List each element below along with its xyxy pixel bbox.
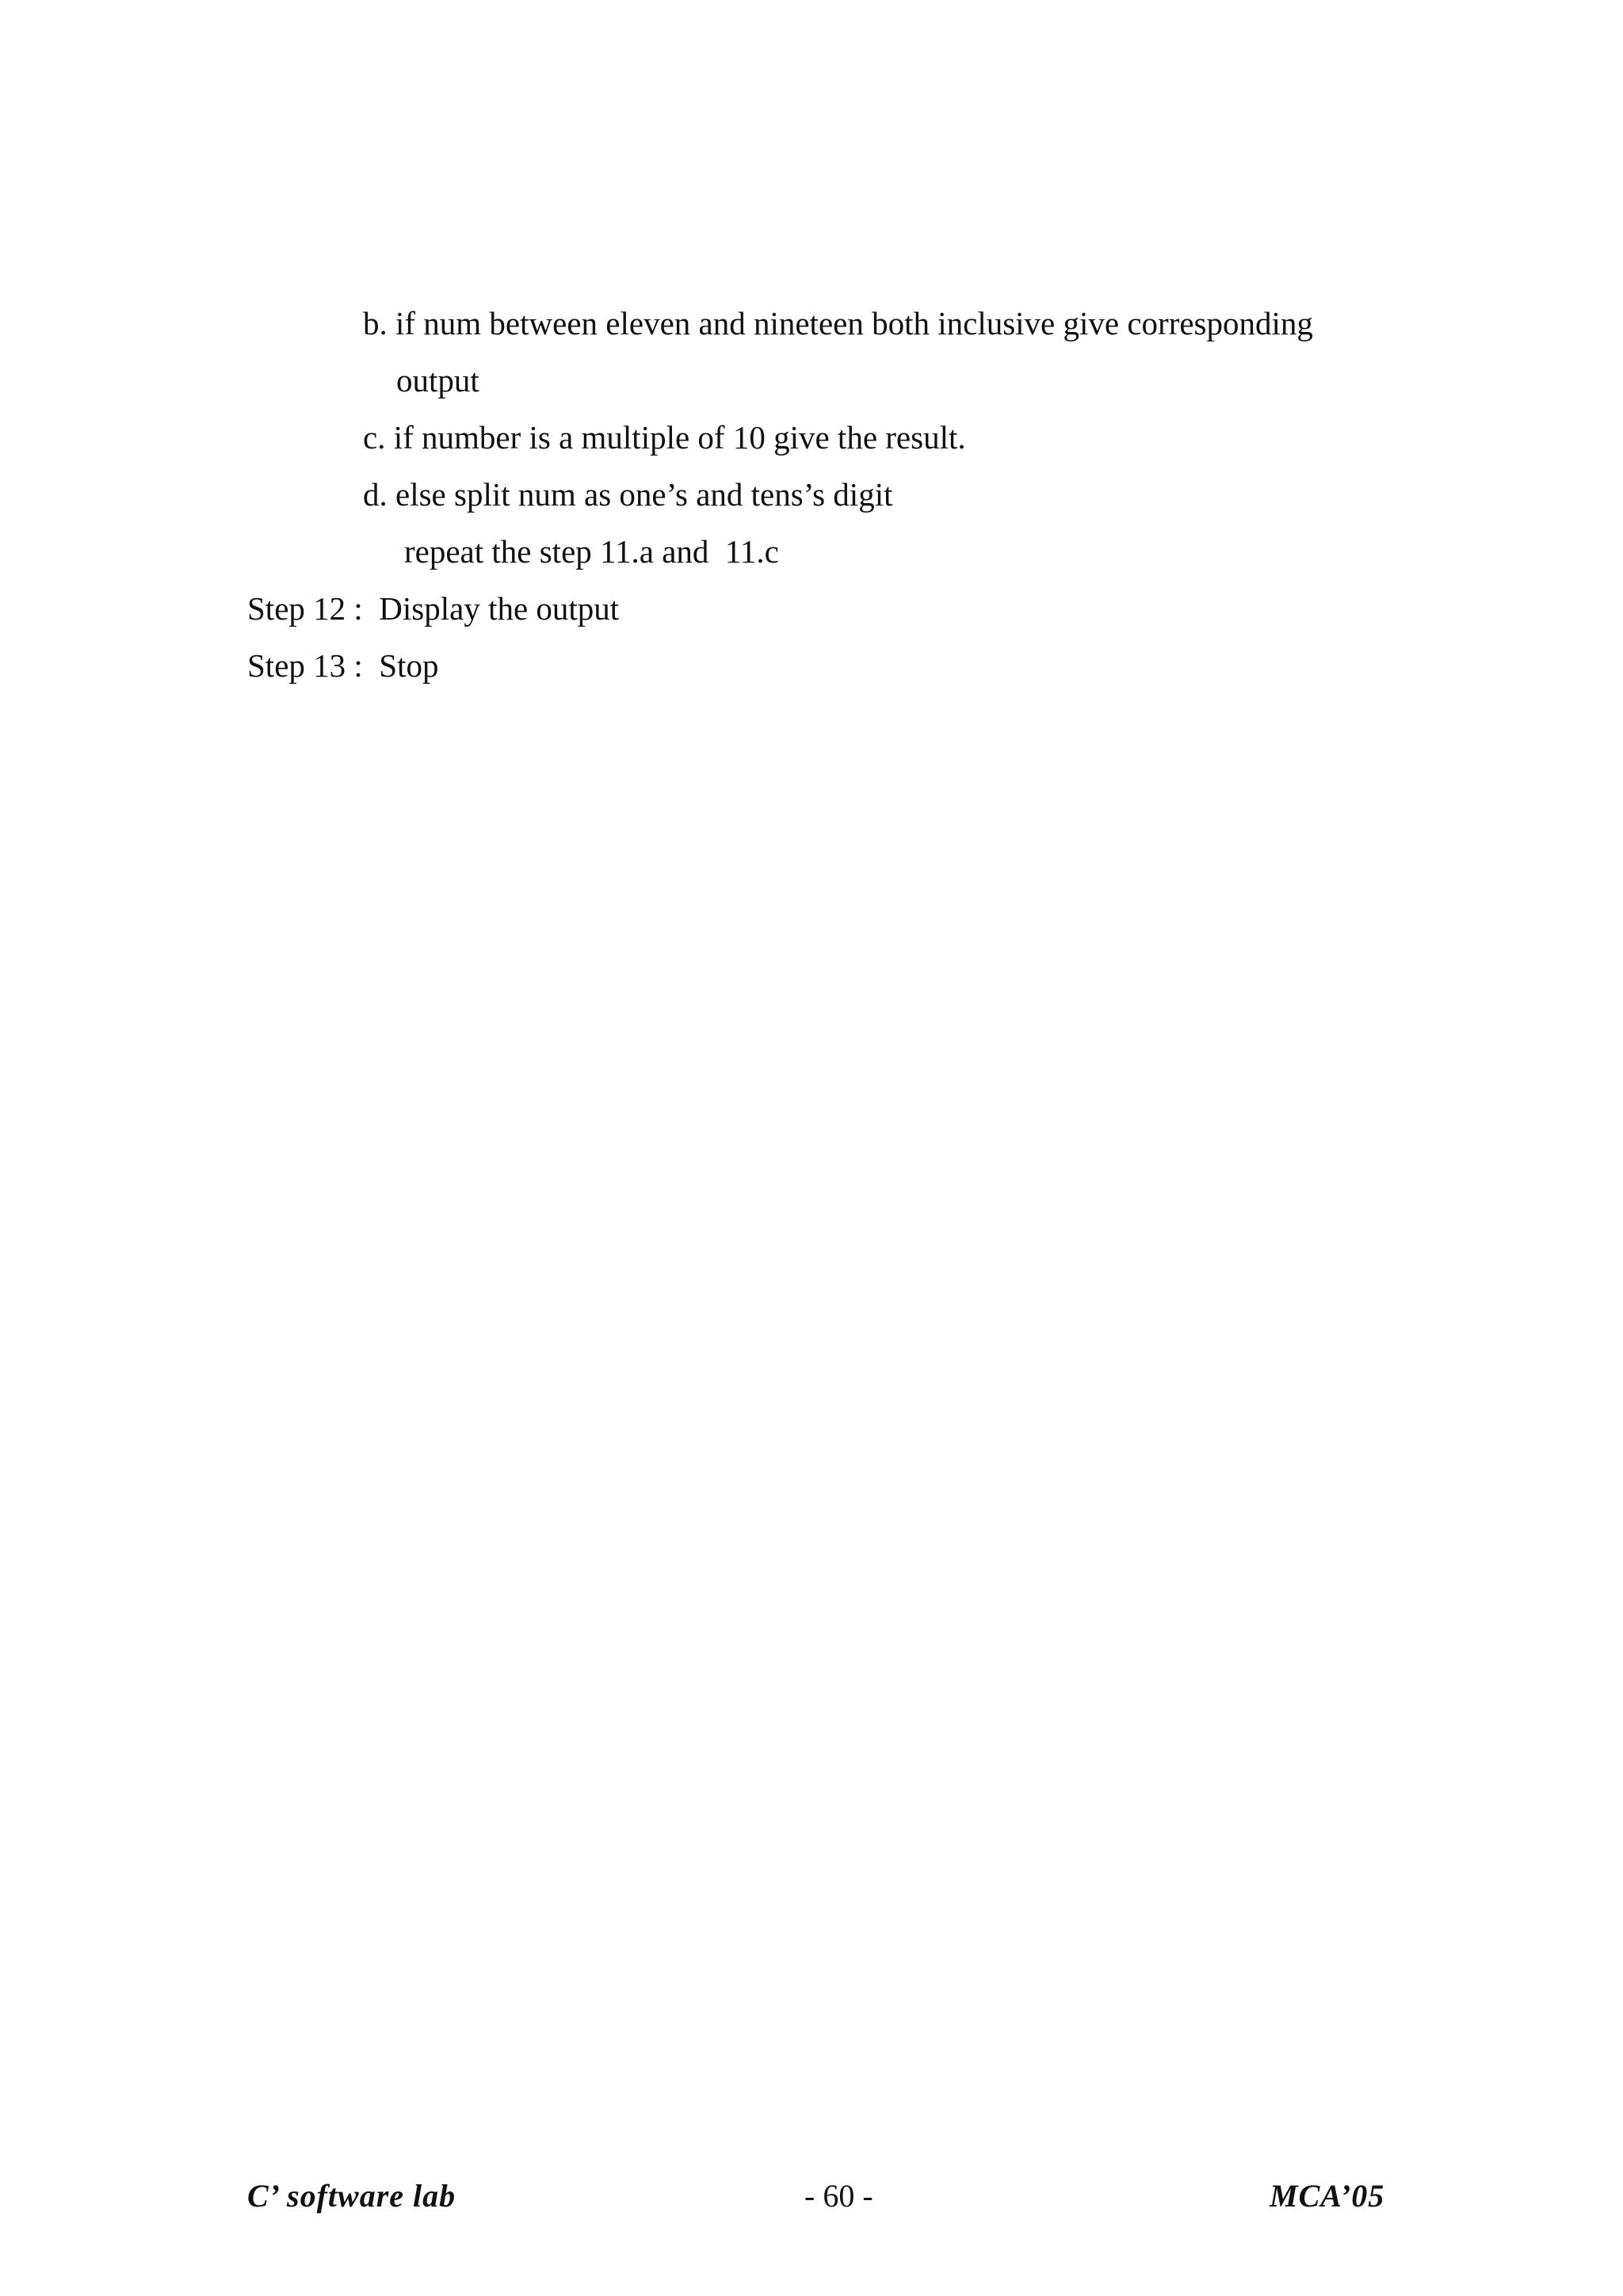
step-12-line: Step 12 : Display the output <box>247 590 620 627</box>
footer-right-label: MCA’05 <box>1270 2178 1385 2214</box>
step-11b-line: b. if num between eleven and nineteen both inclusive give corresponding <box>363 305 1313 341</box>
step-11d-line: d. else split num as one’s and tens’s digit <box>363 476 893 513</box>
step-13-line: Step 13 : Stop <box>247 647 439 684</box>
footer-left-title: C’ software lab <box>247 2178 456 2214</box>
footer-page-number: - 60 - <box>804 2178 873 2214</box>
step-11d-continuation: repeat the step 11.a and 11.c <box>404 533 779 570</box>
step-11c-line: c. if number is a multiple of 10 give the result. <box>363 419 966 456</box>
step-11b-continuation: output <box>396 362 479 399</box>
